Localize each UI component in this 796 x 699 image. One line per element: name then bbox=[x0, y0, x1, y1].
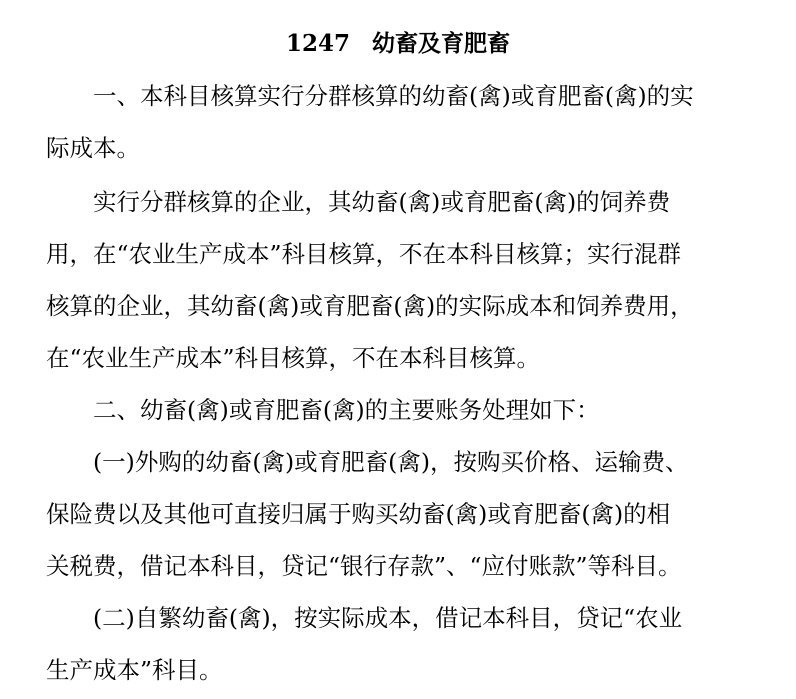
paragraph-line: 用，在“农业生产成本”科目核算，不在本科目核算；实行混群 bbox=[46, 240, 682, 268]
paragraph-line: 保险费以及其他可直接归属于购买幼畜(禽)或育肥畜(禽)的相 bbox=[46, 500, 671, 528]
paragraph-1 bbox=[46, 70, 746, 174]
paragraph-line: 二、幼畜(禽)或育肥畜(禽)的主要账务处理如下： bbox=[93, 396, 600, 424]
paragraph-line: 一、本科目核算实行分群核算的幼畜(禽)或育肥畜(禽)的实 bbox=[93, 82, 694, 110]
paragraph-line: 实行分群核算的企业，其幼畜(禽)或育肥畜(禽)的饲养费 bbox=[93, 188, 671, 216]
account-name: 幼畜及育肥畜 bbox=[372, 30, 510, 57]
paragraph-line: (二)自繁幼畜(禽)，按实际成本，借记本科目，贷记“农业 bbox=[93, 604, 683, 632]
document-title bbox=[0, 24, 796, 64]
paragraph-line: 际成本。 bbox=[46, 134, 140, 162]
paragraph-5 bbox=[46, 592, 746, 696]
paragraph-3 bbox=[46, 384, 746, 436]
paragraph-line: 生产成本”科目。 bbox=[46, 656, 223, 684]
account-code: 1247 bbox=[285, 30, 350, 57]
paragraph-4 bbox=[46, 436, 746, 592]
paragraph-2 bbox=[46, 176, 746, 384]
paragraph-line: (一)外购的幼畜(禽)或育肥畜(禽)，按购买价格、运输费、 bbox=[93, 448, 689, 476]
paragraph-line: 在“农业生产成本”科目核算，不在本科目核算。 bbox=[46, 344, 541, 372]
paragraph-line: 核算的企业，其幼畜(禽)或育肥畜(禽)的实际成本和饲养费用， bbox=[46, 292, 694, 320]
paragraph-line: 关税费，借记本科目，贷记“银行存款”、“应付账款”等科目。 bbox=[46, 552, 682, 580]
